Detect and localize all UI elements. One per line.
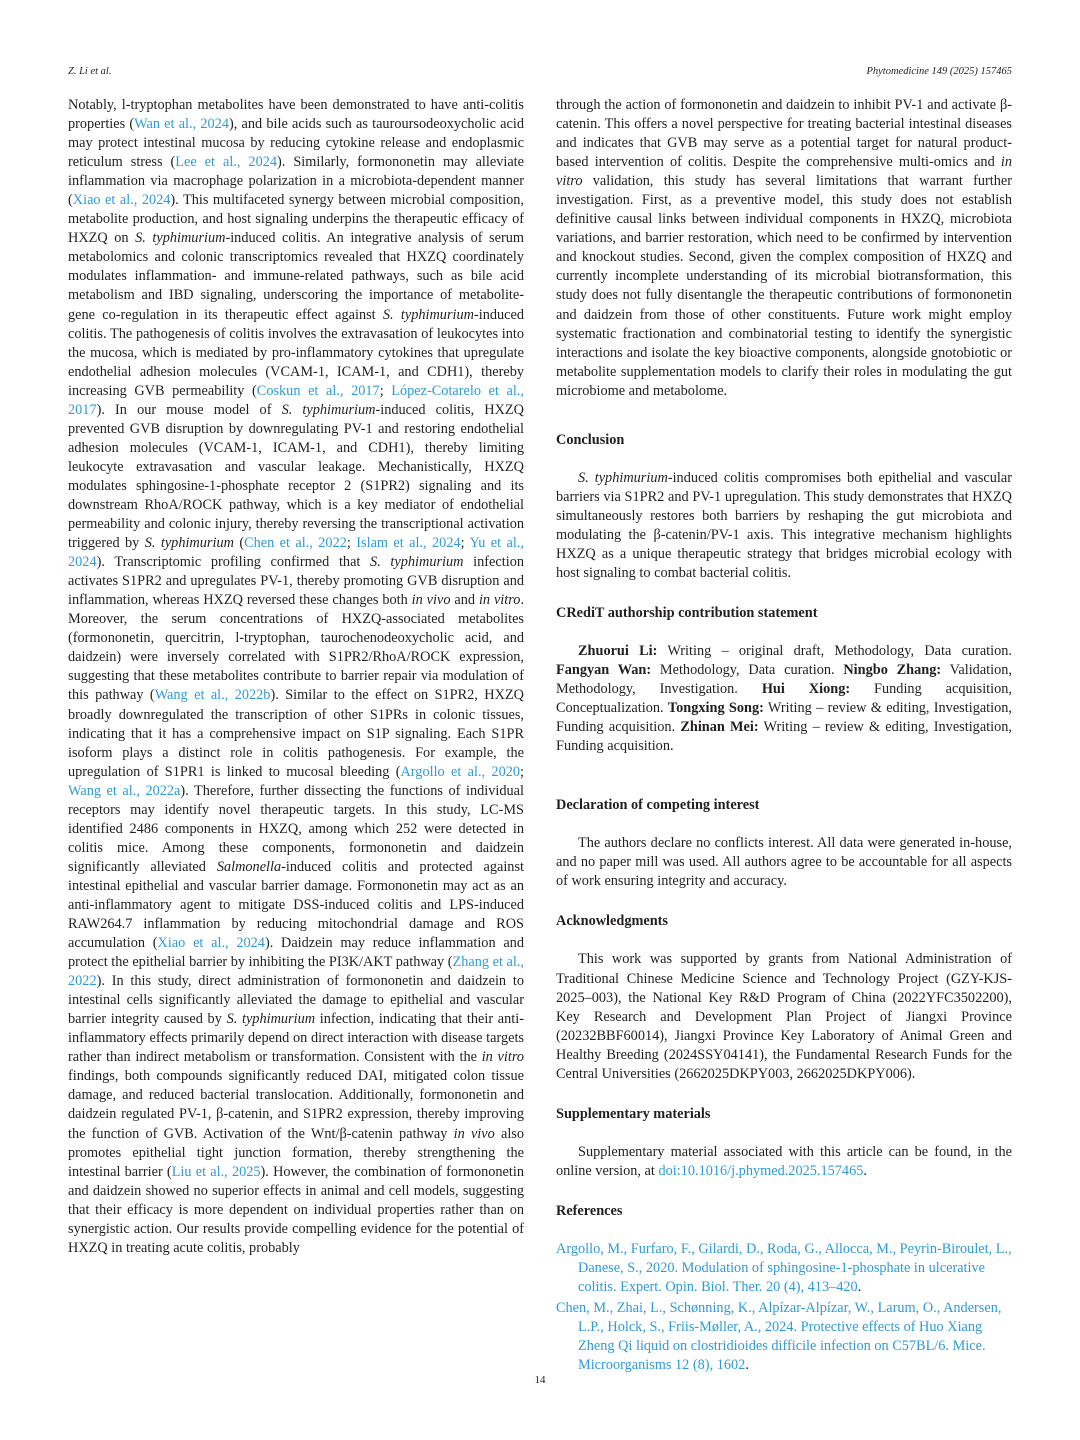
italic-term: S. typhimurium xyxy=(135,230,226,247)
citation-link[interactable]: Lee et al., 2024 xyxy=(175,154,278,171)
citation-link[interactable]: Xiao et al., 2024 xyxy=(157,935,265,952)
italic-term: S. typhimurium xyxy=(144,535,234,552)
author-name: Fangyan Wan: xyxy=(556,662,652,679)
citation-link[interactable]: Islam et al., 2024 xyxy=(356,535,461,552)
reference-item[interactable]: Argollo, M., Furfaro, F., Gilardi, D., Roda, G., Allocca, M., Peyrin-Biroulet, L., Danese, S., 2020. Modulation of sphingosine-1-phosphate in ulcerative colitis. Expert. Opin. Biol. Ther. 20 (4), 413–420. xyxy=(556,1240,1012,1295)
discussion-continuation xyxy=(556,96,1012,401)
text-run: infection, indicating that their anti-inflammatory effects primarily depend on direct interaction with disease targets rather than indirect metabolism or transformation. Consistent with the xyxy=(68,1011,524,1066)
references-list xyxy=(556,1240,1012,1375)
italic-term: S. typhimurium xyxy=(578,469,668,486)
page-number: 14 xyxy=(534,1374,546,1386)
conclusion-heading: Conclusion xyxy=(556,431,625,448)
author-name: Hui Xiong: xyxy=(761,681,851,698)
author-name: Zhuorui Li: xyxy=(578,643,658,660)
citation-link[interactable]: Xiao et al., 2024 xyxy=(72,192,171,209)
references-heading: References xyxy=(556,1202,623,1219)
citation-link[interactable]: Chen et al., 2022 xyxy=(244,535,347,552)
italic-term: in vivo xyxy=(411,592,451,609)
text-run: ), and bile acids such as tauroursodeoxycholic acid may protect intestinal mucosa by reducing cytokine release and endoplasmic reticulum stress ( xyxy=(68,116,524,171)
citation-link[interactable]: Argollo et al., 2020 xyxy=(400,763,521,780)
text-run: infection activates S1PR2 and upregulates PV-1, thereby promoting GVB disruption and inflammation, whereas HXZQ reversed these changes both xyxy=(68,554,524,609)
text-run: ). Similarly, formononetin may alleviate inflammation via macrophage polarization in a microbiota-dependent manner ( xyxy=(68,154,524,209)
text-run: ). Transcriptomic profiling confirmed that xyxy=(96,554,371,571)
reference-item[interactable]: Chen, M., Zhai, L., Schønning, K., Alpízar-Alpízar, W., Larum, O., Andersen, L.P., Holck, S., Friis-Møller, A., 2024. Protective effects of Huo Xiang Zheng Qi liquid on clostridioides difficile infection on C57BL/6. Mice. Microorganisms 12 (8), 1602. xyxy=(556,1300,1002,1374)
text-run: ). Daidzein may reduce inflammation and protect the epithelial barrier by inhibiting the PI3K/AKT pathway ( xyxy=(68,935,524,971)
text-run: through the action of formononetin and daidzein to inhibit PV-1 and activate β-catenin. This offers a novel perspective for treating bacterial intestinal diseases and indicates that GVB may serve as a potential target for natural product-based intervention of colitis. Despite the comprehensive multi-omics and xyxy=(556,97,1012,171)
italic-term: in vitro xyxy=(481,1049,524,1066)
citation-link[interactable]: López-Cotarelo et al., 2017 xyxy=(68,382,524,418)
credit-heading: CRediT authorship contribution statement xyxy=(556,605,818,622)
discussion-paragraph xyxy=(68,96,524,1258)
conclusion-body xyxy=(556,469,1012,583)
text-run: ). In this study, direct administration of formononetin and daidzein to intestinal cells significantly alleviated the damage to epithelial and vascular barrier integrity caused by xyxy=(68,973,524,1028)
supplementary-suffix: . xyxy=(863,1162,867,1179)
text-run: findings, both compounds significantly reduced DAI, mitigated colon tissue damage, and reduced bacterial translocation. Additionally, formononetin and daidzein regulated PV-1, β-catenin, and S1PR2 expression, thereby improving the function of GVB. Activation of the Wnt/β-catenin pathway xyxy=(68,1068,524,1142)
text-run: Methodology, Data curation. xyxy=(651,662,844,679)
supplementary-body xyxy=(556,1143,1012,1181)
author-name: Zhinan Mei: xyxy=(680,719,759,736)
text-run: Funding acquisition, Conceptualization. xyxy=(556,681,1012,717)
citation-link[interactable]: Zhang et al., 2022 xyxy=(68,954,524,990)
italic-term: S. typhimurium xyxy=(226,1011,316,1028)
acknowledgments-heading: Acknowledgments xyxy=(556,913,668,930)
doi-link[interactable]: doi:10.1016/j.phymed.2025.157465 xyxy=(658,1162,864,1179)
text-run: Validation, Methodology, Investigation. xyxy=(556,662,1012,698)
declaration-body: The authors declare no conflicts interest. All data were generated in-house, and no paper mill was used. All authors agree to be accountable for all aspects of work ensuring integrity and accuracy. xyxy=(556,835,1012,890)
running-head-left: Z. Li et al. xyxy=(68,66,112,77)
supplementary-heading: Supplementary materials xyxy=(556,1105,711,1122)
text-run: Writing – review & editing, Investigation, Funding acquisition. xyxy=(556,719,1012,755)
italic-term: S. typhimurium xyxy=(281,401,376,418)
author-name: Tongxing Song: xyxy=(667,700,764,717)
text-run: Writing – review & editing, Investigation, Funding acquisition. xyxy=(556,700,1012,736)
citation-link[interactable]: Wang et al., 2022b xyxy=(154,687,271,704)
text-run: -induced colitis compromises both epithelial and vascular barriers via S1PR2 and PV-1 upregulation. This study demonstrates that HXZQ simultaneously restores both barriers by reshaping the gut microbiota and modulating the β-catenin/PV-1 axis. This integrative mechanism highlights HXZQ as a unique therapeutic strategy that bridges microbial ecology with host signaling to combat bacterial colitis. xyxy=(556,469,1012,581)
text-run: validation, this study has several limitations that warrant further investigation. First, as a preventive model, this study does not establish definitive causal links between individual components in HXZQ, microbiota variations, and barrier restoration, which need to be confirmed by intervention and knockout studies. Second, given the complex composition of HXZQ and currently incomplete understanding of its microbial biotransformation, this study does not fully disentangle the therapeutic contributions of formononetin and daidzein from those of other constituents. Future work might employ systematic fractionation and combinatorial testing to identify the synergistic interactions and isolate the key bioactive components, alongside gnotobiotic or metabolite supplementation models to clarify their roles in modulating the gut microbiome and metabolome. xyxy=(556,173,1012,399)
italic-term: Salmonella xyxy=(216,858,282,875)
text-run: Notably, l-tryptophan metabolites have been demonstrated to have anti-colitis properties ( xyxy=(68,97,524,133)
text-run: -induced colitis. An integrative analysis of serum metabolomics and colonic transcriptomics revealed that HXZQ coordinately modulates inflammation- and immune-related pathways, such as bile acid metabolism and IBD signaling, underscoring the importance of metabolite-gene co-regulation in its therapeutic effect against xyxy=(68,230,524,323)
italic-term: in vivo xyxy=(453,1125,495,1142)
text-run: ). Similar to the effect on S1PR2, HXZQ broadly downregulated the transcription of other S1PRs in colonic tissues, indicating that it has a comprehensive impact on S1P signaling. Each S1PR isoform plays a distinct role in colitis pathogenesis. For example, the upregulation of S1PR1 is linked to mucosal bleeding ( xyxy=(68,687,524,780)
citation-link[interactable]: Liu et al., 2025 xyxy=(171,1163,261,1180)
text-run: ). This multifaceted synergy between microbial composition, metabolite production, and host signaling underpins the therapeutic efficacy of HXZQ on xyxy=(68,192,524,247)
text-run: . Moreover, the serum concentrations of HXZQ-associated metabolites (formononetin, quercitrin, l-tryptophan, taurochenodeoxycholic acid, and daidzein) were inversely correlated with S1PR2/RhoA/ROCK expression, suggesting that these metabolites contribute to barrier repair via modulation of this pathway ( xyxy=(68,592,525,704)
text-run: ). However, the combination of formononetin and daidzein showed no superior effects in animal and cell models, suggesting that their efficacy is more dependent on individual properties rather than on synergistic action. Our results provide compelling evidence for the potential of HXZQ in treating acute colitis, probably xyxy=(68,1163,524,1256)
text-run: and xyxy=(450,592,479,609)
text-run: ; xyxy=(346,535,357,552)
text-run: -induced colitis. The pathogenesis of colitis involves the extravasation of leukocytes into the mucosa, which is mediated by pro-inflammatory cytokines that upregulate endothelial adhesion molecules (VCAM-1, ICAM-1, and CDH1), thereby increasing GVB permeability ( xyxy=(68,306,524,399)
supplementary-text: Supplementary material associated with this article can be found, in the online version, at xyxy=(556,1143,1012,1179)
text-run: -induced colitis, HXZQ prevented GVB disruption by downregulating PV-1 and restoring endothelial adhesion molecules (VCAM-1, ICAM-1, and CDH1), thereby limiting leukocyte extravasation and vascular leakage. Mechanistically, HXZQ modulates sphingosine-1-phosphate receptor 2 (S1PR2) signaling and its downstream RhoA/ROCK pathway, which is a key mediator of endothelial permeability and colonic injury, thereby reversing the transcriptional activation triggered by xyxy=(68,401,524,552)
left-column xyxy=(68,96,524,1258)
acknowledgments-body: This work was supported by grants from National Administration of Traditional Chinese Medicine Science and Technology Project (GZY-KJS-2025–003), the National Key R&D Program of China (2022YFC3502200), Key Research and Development Plan Project of Jiangxi Province (20232BBF60014), Jiangxi Province Key Laboratory of Animal Green and Healthy Breeding (2024SSY04141), the Fundamental Research Funds for the Central Universities (2662025DKPY003, 2662025DKPY006). xyxy=(556,951,1012,1082)
text-run: ( xyxy=(233,535,245,552)
declaration-heading: Declaration of competing interest xyxy=(556,797,760,814)
italic-term: S. typhimurium xyxy=(382,306,474,323)
italic-term: S. typhimurium xyxy=(370,554,464,571)
italic-term: in vitro xyxy=(478,592,521,609)
citation-link[interactable]: Coskun et al., 2017 xyxy=(256,382,380,399)
citation-link[interactable]: Wang et al., 2022a xyxy=(68,782,181,799)
text-run: ; xyxy=(520,763,524,780)
running-head-right: Phytomedicine 149 (2025) 157465 xyxy=(866,66,1012,77)
right-column xyxy=(556,96,1012,1377)
text-run: ). Therefore, further dissecting the functions of individual receptors may identify novel therapeutic targets. In this study, LC-MS identified 2486 components in HXZQ, among which 252 were detected in colitis mice. Among these components, formononetin and daidzein significantly alleviated xyxy=(68,782,524,875)
italic-term: in vitro xyxy=(556,154,1012,190)
citation-link[interactable]: Yu et al., 2024 xyxy=(68,535,524,571)
credit-body xyxy=(556,642,1012,756)
author-name: Ningbo Zhang: xyxy=(843,662,942,679)
text-run: ). In our mouse model of xyxy=(96,401,282,418)
text-run: ; xyxy=(379,382,392,399)
citation-link[interactable]: Wan et al., 2024 xyxy=(134,116,229,133)
text-run: ; xyxy=(460,535,470,552)
text-run: -induced colitis and protected against intestinal epithelial and vascular barrier damage. Formononetin may act as an anti-inflammatory agent to mitigate DSS-induced colitis and LPS-induced RAW264.7 inflammation by reducing mitochondrial damage and ROS accumulation ( xyxy=(68,858,524,952)
text-run: Writing – original draft, Methodology, Data curation. xyxy=(657,643,1012,660)
text-run: also promotes epithelial tight junction formation, thereby strengthening the intestinal barrier ( xyxy=(68,1125,524,1180)
